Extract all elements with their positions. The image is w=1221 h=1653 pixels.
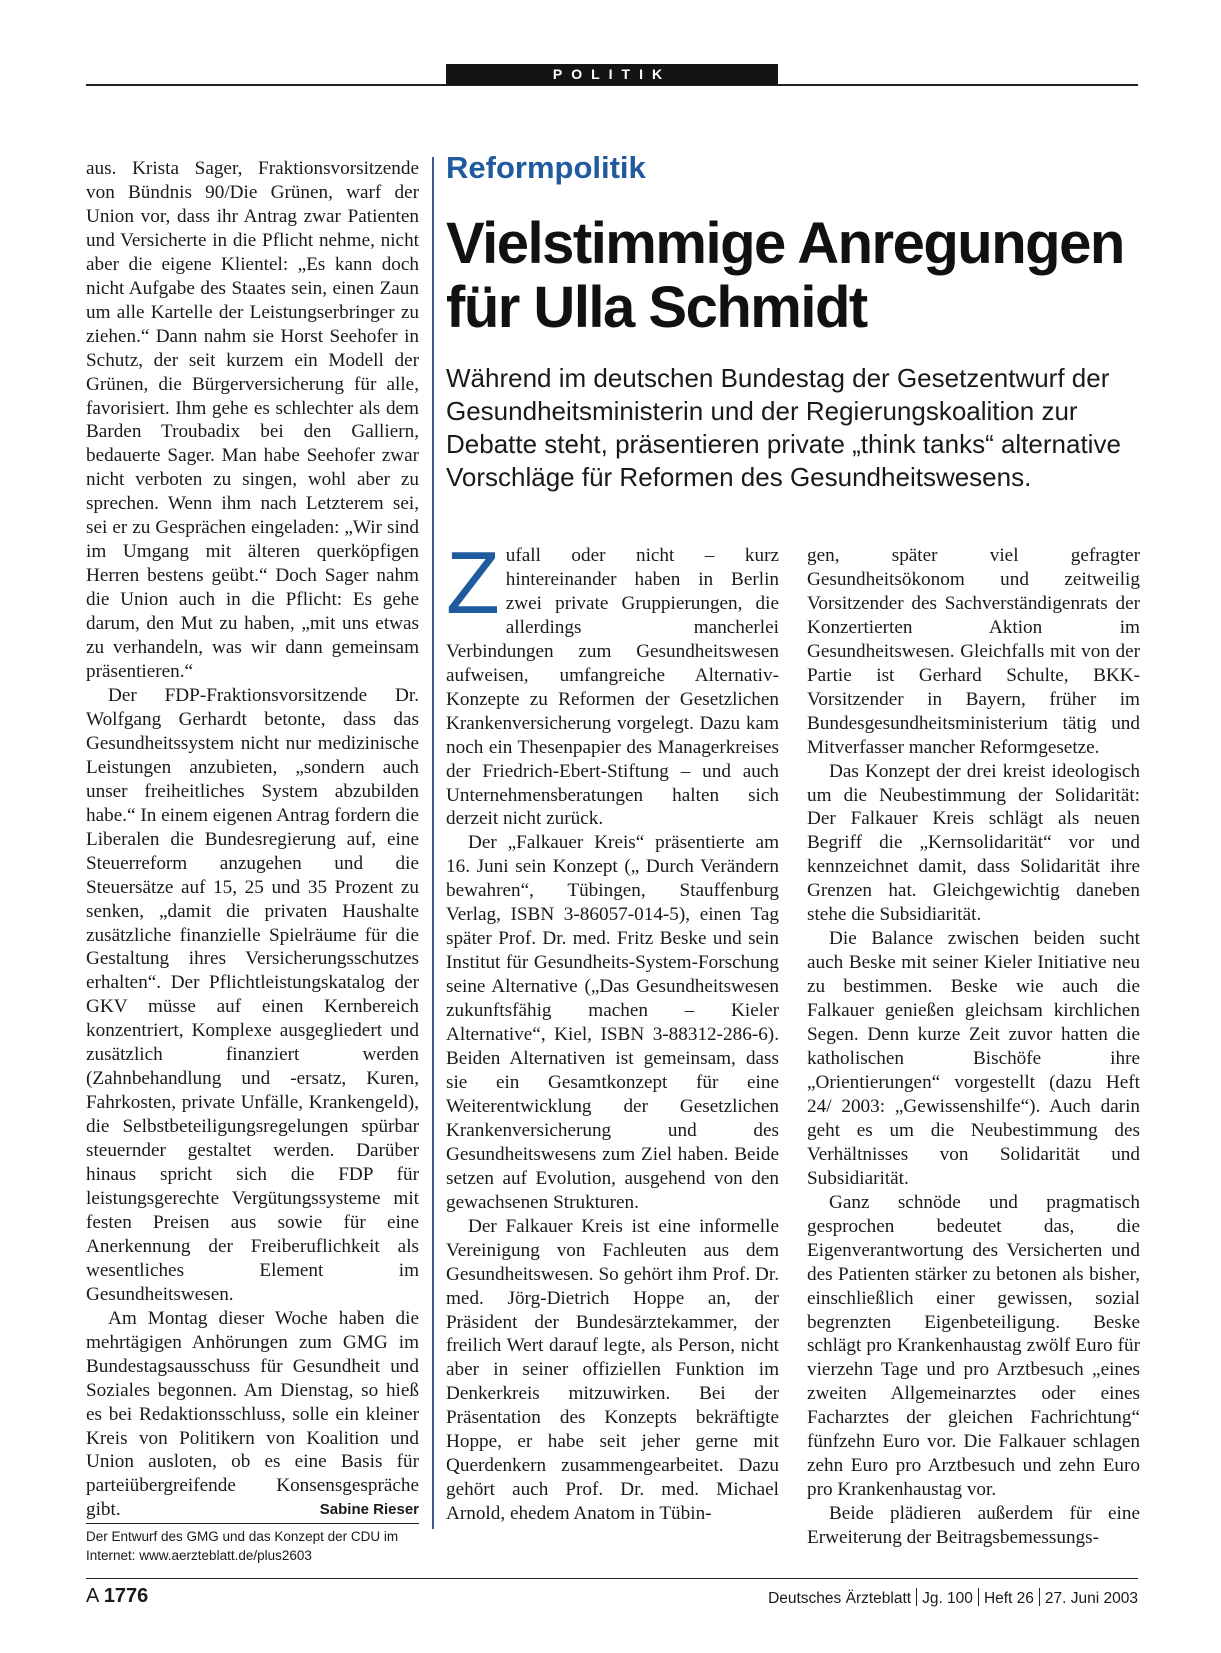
section-label: POLITIK xyxy=(446,64,778,85)
paragraph: Das Konzept der drei kreist ideologisch um die Neubestimmung der Solidarität: Der Falkauer Kreis schlägt als neuen Begriff die „Kernsolidarität“ vor und kennzeichnet damit, dass Solidarität ihre Grenzen hat. Gleichgewichtig daneben stehe die Subsidiarität. xyxy=(807,760,1140,926)
journal-footer xyxy=(768,1588,1138,1608)
column-middle xyxy=(446,533,779,1526)
column-left xyxy=(86,157,419,1522)
journal-date: 27. Juni 2003 xyxy=(1044,1590,1138,1607)
paragraph: aus. Krista Sager, Fraktionsvorsitzende von Bündnis 90/Die Grünen, warf der Union vor, dass ihr Antrag zwar Patienten und Versicherte in die Pflicht nehme, nicht aber die eigene Klientel: „Es kann doch nicht Aufgabe des Staates sein, einen Zaun um alle Kartelle der Leistungserbringer zu ziehen.“ Dann nahm sie Horst Seehofer in Schutz, der seit kurzem ein Modell der Grünen, die Bürgerversicherung für alle, favorisiert. Ihm gehe es schlechter als dem Barden Troubadix bei den Galliern, bedauerte Sager. Man habe Seehofer zwar nicht verboten zu singen, wohl aber zu sprechen. Wenn ihm nach Letzterem sei, sei er zu Gesprächen eingeladen: „Wir sind im Umgang mit älteren querköpfigen Herren bestens geübt.“ Doch Sager nahm die Union auch in die Pflicht: Es gehe darum, den Mut zu haben, „mit uns etwas zu verhandeln, was wir dann gemeinsam präsentieren.“ xyxy=(86,158,419,683)
paragraph: Die Balance zwischen beiden sucht auch Beske mit seiner Kieler Initiative neu zu bestimmen. Beske wie auch die Falkauer genießen gleichsam kirchlichen Segen. Denn kurze Zeit zuvor hatten die katholischen Bischöfe ihre „Orientierungen“ vorgestellt (dazu Heft 24/ 2003: „Gewissenshilfe“). Auch darin geht es um die Neubestimmung des Verhältnisses von Solidarität und Subsidiarität. xyxy=(807,928,1140,1189)
author-name: Sabine Rieser xyxy=(319,1501,419,1519)
page-number xyxy=(86,1585,148,1608)
paragraph: Beide plädieren außerdem für eine Erweiterung der Beitragsbemessungs- xyxy=(807,1503,1140,1549)
column-right xyxy=(807,544,1140,1550)
bottom-rule xyxy=(86,1578,1138,1579)
paragraph: Der „Falkauer Kreis“ präsentierte am 16. Juni sein Konzept („ Durch Verändern bewahren“, Tübingen, Stauffenburg Verlag, ISBN 3-86057-014-5), einen Tag später Prof. Dr. med. Fritz Beske und sein Institut für Gesundheits-System-Forschung seine Alternative („Das Gesundheitswesen zukunftsfähig machen – Kieler Alternative“, Kiel, ISBN 3-88312-286-6). Beiden Alternativen ist gemeinsam, dass sie ein Gesamtkonzept für eine Weiterentwicklung der Gesetzlichen Krankenversicherung und des Gesundheitswesens zum Ziel haben. Beide setzen auf Evolution, ausgehend von den gewachsenen Strukturen. xyxy=(446,832,779,1213)
internet-note: Der Entwurf des GMG und das Konzept der CDU im Internet: www.aerzteblatt.de/plus2603 xyxy=(86,1529,399,1563)
paragraph-text: ufall oder nicht – kurz hintereinander haben in Berlin zwei private Gruppierungen, die allerdings mancherlei Verbindungen zum Gesundheitswesen aufweisen, umfangreiche Alternativ-Konzepte zu Reformen der Gesetzlichen Krankenversicherung vorgelegt. Dazu kam noch ein Thesenpapier des Managerkreises der Friedrich-Ebert-Stiftung – und auch Unternehmensberatungen halten sich derzeit nicht zurück. xyxy=(446,545,779,830)
kicker: Reformpolitik xyxy=(446,150,646,185)
paragraph xyxy=(86,1307,419,1523)
page-number-value: 1776 xyxy=(103,1585,149,1607)
paragraph: Der Falkauer Kreis ist eine informelle Vereinigung von Fachleuten aus dem Gesundheitswesen. So gehört ihm Prof. Dr. med. Jörg-Dietrich Hoppe an, der Präsident der Bundesärztekammer, der freilich Wert darauf legte, als Person, nicht aber in seiner offiziellen Funktion im Denkerkreis mitzuwirken. Bei der Präsentation des Konzepts bekräftigte Hoppe, er habe seit jeher gerne mit Querdenkern zusammengearbeitet. Dazu gehört auch Prof. Dr. med. Michael Arnold, ehedem Anatom in Tübin- xyxy=(446,1215,779,1525)
footer-separator xyxy=(916,1588,917,1606)
footer-separator xyxy=(1039,1588,1040,1606)
paragraph: Ganz schnöde und pragmatisch gesprochen bedeutet das, die Eigenverantwortung des Versicherten und des Patienten stärker zu betonen als bisher, einschließlich einer gewissen, sozial begrenzten Eigenbeteiligung. Beske schlägt pro Krankenhaustag zwölf Euro für vierzehn Tage und pro Arztbesuch „eines zweiten Allgemeinarztes oder eines Facharztes der gleichen Fachrichtung“ fünfzehn Euro vor. Die Falkauer schlagen zehn Euro pro Arztbesuch und zehn Euro pro Krankenhaustag vor. xyxy=(807,1191,1140,1501)
note-rule xyxy=(86,1523,419,1524)
paragraph-text: Am Montag dieser Woche haben die mehrtägigen Anhörungen zum GMG im Bundestagsausschuss für Gesundheit und Soziales begonnen. Am Dienstag, so hieß es bei Redaktionsschluss, solle ein kleiner Kreis von Politikern von Koalition und Union ausloten, ob es eine Basis für parteiübergreifende Konsensgespräche gibt. xyxy=(86,1307,419,1521)
column-divider xyxy=(432,157,434,1529)
paragraph xyxy=(446,533,779,831)
paragraph: gen, später viel gefragter Gesundheitsökonom und zeitweilig Vorsitzender des Sachverständigenrats der Konzertierten Aktion im Gesundheitswesen. Gleichfalls mit von der Partie ist Gerhard Schulte, BKK-Vorsitzender in Bayern, früher im Bundesgesundheitsministerium tätig und Mitverfasser mancher Reformgesetze. xyxy=(807,545,1140,758)
headline: Vielstimmige Anregungen für Ulla Schmidt xyxy=(446,211,1124,340)
lead-paragraph: Während im deutschen Bundestag der Gesetzentwurf der Gesundheitsministerin und der Regierungskoalition zur Debatte steht, präsentieren private „think tanks“ alternative Vorschläge für Reformen des Gesundheitswesens. xyxy=(446,363,1121,492)
drop-cap: Z xyxy=(446,533,500,632)
journal-volume: Jg. 100 xyxy=(922,1590,973,1607)
paragraph: Der FDP-Fraktionsvorsitzende Dr. Wolfgang Gerhardt betonte, dass das Gesundheitssystem nicht nur medizinische Leistungen anzubieten, „sondern auch unser freiheitliches System abzubilden habe.“ In einem eigenen Antrag fordern die Liberalen die Bundesregierung auf, eine Steuerreform anzugehen und die Steuersätze auf 15, 25 und 35 Prozent zu senken, „damit die privaten Haushalte zusätzliche finanzielle Spielräume für die Gestaltung ihres Versicherungsschutzes erhalten“. Der Pflichtleistungskatalog der GKV müsse auf einen Kernbereich konzentriert, Komplexe ausgegliedert und zusätzlich finanziert werden (Zahnbehandlung und -ersatz, Kuren, Fahrkosten, private Unfälle, Krankengeld), die Selbstbeteiligungsregelungen spürbar steuernder gestaltet werden. Darüber hinaus spricht sich die FDP für leistungsgerechte Vergütungssysteme mit festen Preisen aus sowie für eine Anerkennung der Freiberuflichkeit als wesentliches Element im Gesundheitswesen. xyxy=(86,684,419,1305)
journal-issue: Heft 26 xyxy=(983,1590,1034,1607)
footer-separator xyxy=(978,1588,979,1606)
journal-name: Deutsches Ärzteblatt xyxy=(768,1590,912,1607)
page-prefix: A xyxy=(86,1585,99,1607)
